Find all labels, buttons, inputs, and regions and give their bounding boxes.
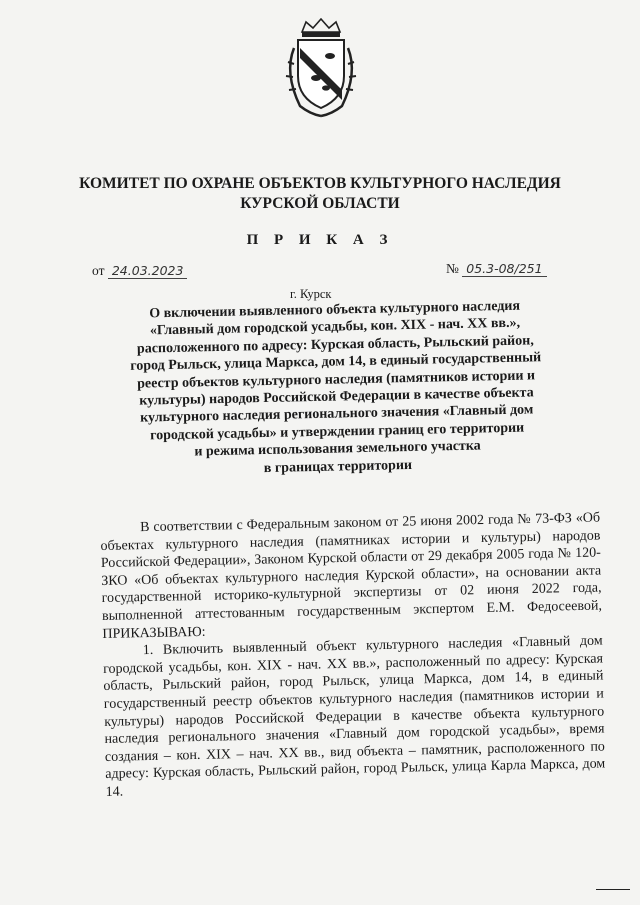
title-line: О включении выявленного объекта культурного наследия: [149, 298, 521, 322]
clause-1-paragraph: 1. Включить выявленный объект культурного наследия «Главный дом городской усадьбы, кон. XIX - нач. XX вв.», расположенный по адресу: Курская область, Рыльский район, город Рыльск, улица Маркса, дом 14, в единый государственный реестр объектов культурного наследия (памятников истории и культуры) народов Российской Федерации в качестве объекта культурного наследия регионального значения «Главный дом городской усадьбы», время создания – кон. XIX – нач. XX вв., вид объекта – памятник, расположенного по адресу: Курская область, Рыльский район, город Рыльск, улица Карла Маркса, дом 14.: [102, 633, 606, 800]
preamble-paragraph: В соответствии с Федеральным законом от 25 июня 2002 года № 73-ФЗ «Об объектах культурного наследия (памятниках истории и культуры) народов Российской Федерации», Законом Курской области от 29 декабря 2005 года № 120-ЗКО «Об объектах культурного наследия Курской области», на основании акта государственной историко-культурной экспертизы от 02 июня 2022 года, выполненной аттестованным государственным экспертом Е.М. Федосеевой, ПРИКАЗЫВАЮ:: [100, 510, 603, 642]
title-line: расположенного по адресу: Курская область, Рыльский район,: [136, 333, 534, 357]
title-line: «Главный дом городской усадьбы, кон. XIX - нач. XX вв.»,: [149, 316, 521, 339]
title-line: реестр объектов культурного наследия (памятников истории и: [136, 367, 536, 392]
committee-line-2: КУРСКОЙ ОБЛАСТИ: [240, 195, 400, 212]
document-type: П Р И К А З: [246, 232, 394, 248]
order-date: [92, 263, 187, 279]
order-number: [446, 261, 547, 277]
footer-rule: [596, 889, 630, 890]
committee-line-1: КОМИТЕТ ПО ОХРАНЕ ОБЪЕКТОВ КУЛЬТУРНОГО НАСЛЕДИЯ: [79, 175, 561, 192]
coat-of-arms-emblem: [280, 18, 362, 118]
title-line: городской усадьбы» и утверждении границ его территории: [150, 420, 525, 444]
order-title: [122, 297, 551, 480]
title-line: культуры) народов Российской Федерации в качестве объекта: [139, 385, 534, 409]
number-value: 05.3-08/251: [462, 261, 546, 277]
date-prefix: от: [92, 263, 105, 278]
committee-name: [60, 174, 580, 214]
title-line: культурного наследия регионального значения «Главный дом: [140, 402, 534, 427]
title-line: и режима использования земельного участка: [194, 438, 481, 460]
title-line: в границах территории: [263, 457, 413, 476]
number-prefix: №: [446, 261, 459, 276]
title-line: город Рыльск, улица Маркса, дом 14, в единый государственный: [130, 350, 542, 375]
city-label: г. Курск: [290, 287, 332, 301]
date-value: 24.03.2023: [108, 263, 188, 279]
order-body: [100, 510, 606, 802]
